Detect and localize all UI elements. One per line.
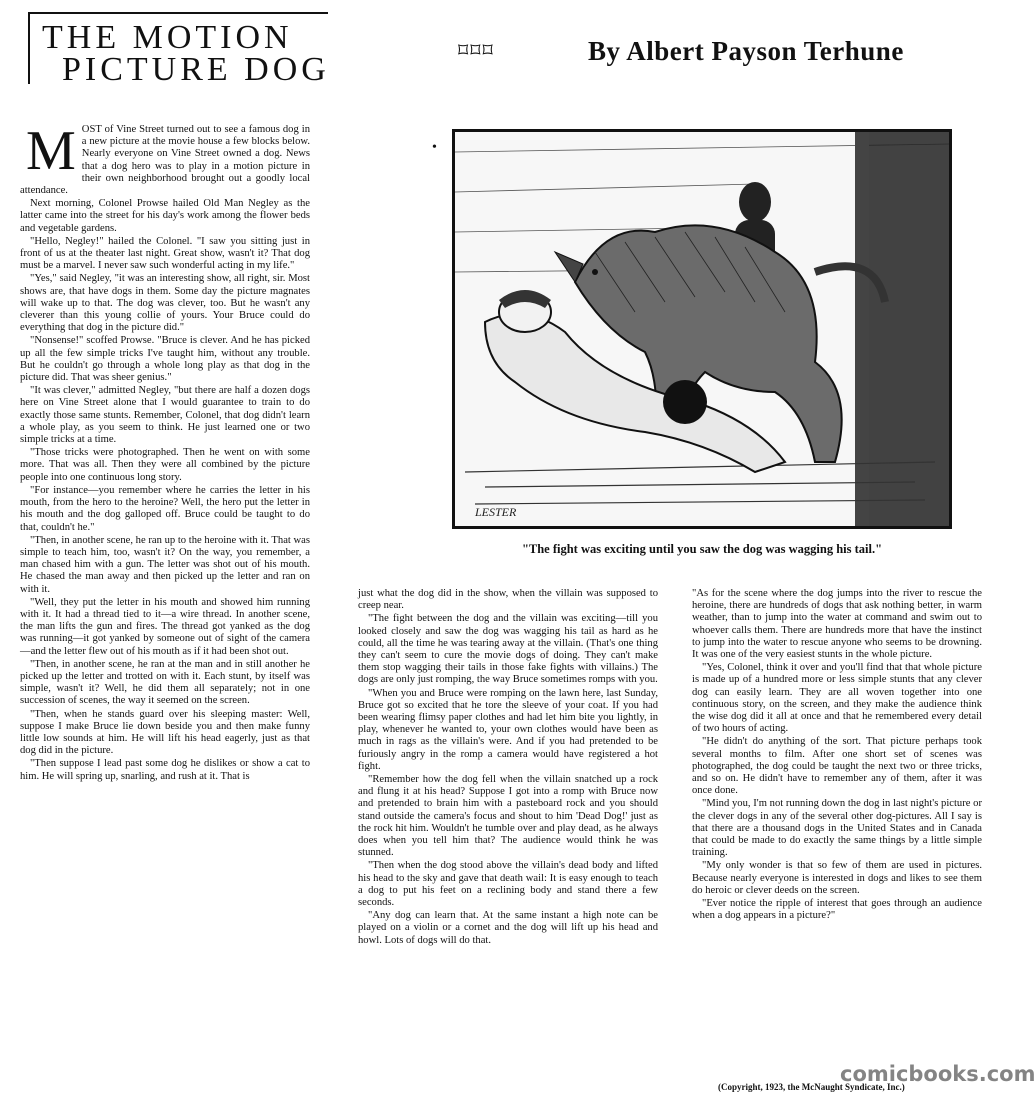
paragraph: "Those tricks were photographed. Then he went on with some more. That was all. Then they were all combined by the picture people into one continuous long story. [20, 447, 310, 483]
paragraph: "Nonsense!" scoffed Prowse. "Bruce is clever. And he has picked up all the few simple tricks I've taught him, without any trouble. But he couldn't go through a whole long play as that dog in the picture did. That was sheer genius." [20, 335, 310, 384]
article-title-line-2: PICTURE DOG [62, 51, 330, 88]
ornament-icon: ⌑⌑⌑ [458, 40, 495, 62]
title-bracket-rule [28, 12, 30, 84]
copyright-notice: (Copyright, 1923, the McNaught Syndicate, Inc.) [718, 1082, 905, 1092]
paragraph: "Yes, Colonel, think it over and you'll find that that whole picture is made up of a hundred more or less simple stunts that any clever dog can easily learn. They are all woven together into one continuous story, on the screen, and they make the audience think the wise dog did it all at once and that he remembered every detail of two hours of acting. [692, 662, 982, 735]
paragraph: "Then, when he stands guard over his sleeping master: Well, suppose I make Bruce lie down beside you and then make funny little low sounds at him. He will lift his head eagerly, just as that dog did in the picture. [20, 708, 310, 757]
paragraph: "Then, in another scene, he ran up to the heroine with it. That was simple to teach him, too, wasn't it? On the way, you remember, a man chased him with a gun. The letter was shot out of his mouth. He chased the man away and then picked up the letter and ran on with it. [20, 534, 310, 595]
paragraph: "Yes," said Negley, "it was an interesting show, all right, sir. Most shows are, that have dogs in them. Some day the picture magnates will wake up to that. The dog was clever, too. But he wasn't any cleverer than this young collie of yours. Your Bruce could do everything that dog in the picture did." [20, 273, 310, 334]
paragraph: "Then when the dog stood above the villain's dead body and lifted his head to the sky and gave that death wail: It is easy enough to teach a dog to put his feet on a reclining body and stand there a few seconds. [358, 860, 658, 909]
article-column-3 [692, 588, 982, 1088]
paragraph: "It was clever," admitted Negley, "but there are half a dozen dogs here on Vine Street alone that I would guarantee to train to do exactly those same stunts. Remember, Colonel, that dog didn't learn a whole play, as you seem to think. He just learned one or two simple tricks at a time. [20, 385, 310, 446]
watermark-logo: comicbooks.com [840, 1062, 1036, 1086]
article-column-1 [20, 120, 310, 1099]
article-column-2 [358, 588, 658, 1098]
paragraph: "Then, in another scene, he ran at the man and in still another he picked up the letter and trotted on with it. Each stunt, by itself was simple, wasn't it? Well, he did them all separately; not in one succession of scenes, the way it seemed on the screen. [20, 658, 310, 707]
paragraph: "For instance—you remember where he carries the letter in his mouth, from the hero to the heroine? Well, the hero put the letter in his mouth and the dog galloped off. Bruce could be taught to do that, couldn't he." [20, 484, 310, 533]
paragraph: "Remember how the dog fell when the villain snatched up a rock and flung it at his head? Suppose I got into a romp with Bruce now and pretended to brain him with a pasteboard rock and you should stand outside the camera's focus and shout to him 'Dead Dog!' just as the rock hit him. Wouldn't he tumble over and play dead, as he always does when you tell him that? The audience would think he was stunned. [358, 774, 658, 859]
svg-text:LESTER: LESTER [475, 505, 517, 519]
paragraph: "Hello, Negley!" hailed the Colonel. "I saw you sitting just in front of us at the theater last night. Great show, wasn't it? That dog must be a marvel. I never saw such wonderful acting in my life." [20, 235, 310, 272]
page-mark-icon: • [432, 140, 437, 155]
title-top-rule [28, 12, 328, 14]
paragraph: Next morning, Colonel Prowse hailed Old Man Negley as the latter came into the street for his day's work among the flower beds and vegetable gardens. [20, 198, 310, 234]
drop-cap: M [26, 120, 76, 182]
paragraph: "Then suppose I lead past some dog he dislikes or show a cat to him. He will spring up, snarling, and rush at it. That is [20, 758, 310, 782]
dog-fight-illustration [452, 129, 952, 529]
paragraph: "Mind you, I'm not running down the dog in last night's picture or the clever dogs in any of the several other dog-pictures. All I say is that there are a thousand dogs in the United States and in Canada that could be made to do exactly the same things by a little simple training. [692, 798, 982, 859]
article-title-line-1: THE MOTION [42, 19, 293, 56]
paragraph: "He didn't do anything of the sort. That picture perhaps took several months to film. After one short set of scenes was photographed, the dog could be taught the next two or three tricks, and so on. He didn't have to remember any of them, after it was once done. [692, 736, 982, 797]
paragraph: "Well, they put the letter in his mouth and showed him running with it. It had a thread tied to it—a wire thread. In another scene, the man lifts the gun and fires. The thread got yanked as the dog was running—it got yanked by someone out of sight of the camera—and the letter flew out of his mouth as if it had been shot out. [20, 596, 310, 657]
paragraph: just what the dog did in the show, when the villain was supposed to creep near. [358, 588, 658, 612]
paragraph: OST of Vine Street turned out to see a famous dog in a new picture at the movie house a few blocks below. Nearly everyone on Vine Street owned a dog. News that a dog hero was to play in a motion picture in their own neighborhood brought out a goodly local attendance. [20, 124, 310, 197]
article-header [0, 0, 1000, 100]
byline: By Albert Payson Terhune [588, 36, 904, 66]
paragraph: "Any dog can learn that. At the same instant a high note can be played on a violin or a cornet and the dog will lift up his head and howl. Lots of dogs will do that. [358, 910, 658, 946]
paragraph: "The fight between the dog and the villain was exciting—till you looked closely and saw the dog was wagging his tail as hard as he could, all the time he was tearing away at the villain. (That's one thing they can't seem to cure the movie dogs of doing. They can't make them stop wagging their tails in those fake fights with villains.) The dogs are only just romping, the way Bruce sometimes romps with you. [358, 613, 658, 686]
illustration-caption: "The fight was exciting until you saw the dog was wagging his tail." [521, 542, 883, 556]
paragraph: "Ever notice the ripple of interest that goes through an audience when a dog appears in a picture?" [692, 898, 982, 922]
paragraph: "When you and Bruce were romping on the lawn here, last Sunday, Bruce got so excited that he tore the sleeve of your coat. If you had been wearing flimsy paper clothes and had let him bite you lightly, in play, whenever he wanted to, your own clothes would have been as much in rags as the villain's were. And if you had pretended to be furiously angry in the romp a camera would have registered a hot fight. [358, 687, 658, 772]
paragraph: "As for the scene where the dog jumps into the river to rescue the heroine, there are hundreds of dogs that ask nothing better, in warm weather, than to jump into the water at command and swim out to whoever calls them. There are hundreds more that have the instinct to jump into the water to rescue anyone who seems to be drowning. It was one of the very easiest stunts in the whole picture. [692, 588, 982, 661]
paragraph: "My only wonder is that so few of them are used in pictures. Because nearly everyone is interested in dogs and likes to see them do heroic or clever deeds on the screen. [692, 860, 982, 896]
illustration-drawing [455, 132, 949, 526]
